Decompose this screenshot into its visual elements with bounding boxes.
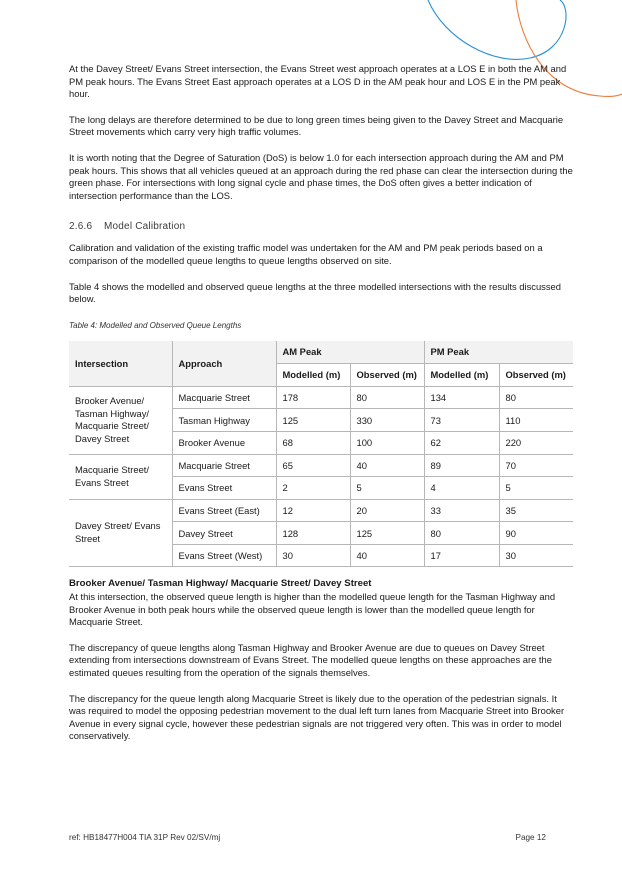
pm-modelled-cell: 134 (424, 386, 499, 409)
am-observed-cell: 125 (350, 522, 424, 545)
section-number: 2.6.6 (69, 221, 93, 233)
approach-cell: Evans Street (East) (172, 499, 276, 522)
pm-modelled-cell: 17 (424, 544, 499, 567)
page-footer (69, 833, 546, 842)
pm-observed-cell: 70 (499, 454, 573, 477)
am-observed-cell: 330 (350, 409, 424, 432)
intersection-cell: Brooker Avenue/ Tasman Highway/ Macquarie Street/ Davey Street (69, 386, 172, 454)
table-caption: Table 4: Modelled and Observed Queue Lengths (69, 320, 242, 330)
am-modelled-cell: 12 (276, 499, 350, 522)
pm-modelled-cell: 73 (424, 409, 499, 432)
pm-modelled-cell: 89 (424, 454, 499, 477)
paragraph-table-intro: Table 4 shows the modelled and observed queue lengths at the three modelled intersections with the results discussed below. (69, 280, 561, 305)
paragraph-calibration: Calibration and validation of the existing traffic model was undertaken for the AM and PM peak periods based on a comparison of the modelled queue lengths to queue lengths observed on site. (69, 242, 543, 266)
am-observed-cell: 40 (350, 544, 424, 567)
am-observed-cell: 80 (350, 386, 424, 409)
approach-cell: Macquarie Street (172, 454, 276, 477)
approach-cell: Tasman Highway (172, 409, 276, 432)
subheading-brooker-intersection: Brooker Avenue/ Tasman Highway/ Macquarie Street/ Davey Street (69, 578, 372, 590)
am-modelled-cell: 65 (276, 454, 350, 477)
header-approach: Approach (172, 341, 276, 387)
am-modelled-cell: 68 (276, 431, 350, 454)
pm-observed-cell: 90 (499, 522, 573, 545)
am-modelled-cell: 178 (276, 386, 350, 409)
table-row (69, 499, 573, 522)
pm-observed-cell: 220 (499, 431, 573, 454)
intersection-cell: Macquarie Street/ Evans Street (69, 454, 172, 499)
header-pm-modelled: Modelled (m) (424, 363, 499, 386)
am-modelled-cell: 2 (276, 477, 350, 500)
footer-reference: ref: HB18477H004 TIA 31P Rev 02/SV/mj (69, 833, 221, 842)
pm-modelled-cell: 4 (424, 477, 499, 500)
am-observed-cell: 100 (350, 431, 424, 454)
pm-observed-cell: 35 (499, 499, 573, 522)
paragraph-degree-of-saturation: It is worth noting that the Degree of Saturation (DoS) is below 1.0 for each intersection approach during the AM and PM peak hours. This shows that all vehicles queued at an approach during the red phase can clear the intersection during the green phase. For intersections with long signal cycle and phase times, the DoS often gives a better indication of intersection performance than the LOS. (69, 151, 573, 201)
header-am-modelled: Modelled (m) (276, 363, 350, 386)
pm-modelled-cell: 62 (424, 431, 499, 454)
page-body (69, 60, 574, 743)
am-observed-cell: 40 (350, 454, 424, 477)
am-observed-cell: 5 (350, 477, 424, 500)
pm-observed-cell: 110 (499, 409, 573, 432)
pm-observed-cell: 5 (499, 477, 573, 500)
paragraph-tasman-brooker-discrepancy: The discrepancy of queue lengths along Tasman Highway and Brooker Avenue are due to queues on Davey Street extending from intersections downstream of Evans Street. The modelled queue lengths on these approaches are the estimated queues resulting from the operation of the signals themselves. (69, 641, 552, 679)
pm-observed-cell: 80 (499, 386, 573, 409)
approach-cell: Evans Street (West) (172, 544, 276, 567)
table-row (69, 454, 573, 477)
header-pm-observed: Observed (m) (499, 363, 573, 386)
section-heading (69, 220, 574, 233)
section-title: Model Calibration (104, 221, 186, 233)
paragraph-macquarie-discrepancy: The discrepancy for the queue length along Macquarie Street is likely due to the operation of the pedestrian signals. It was required to model the opposing pedestrian movement to the dual left turn lanes from Macquarie Street into Brooker Avenue in every signal cycle, however these pedestrian signals are not triggered very often. This was in order to model conservatively. (69, 692, 565, 742)
am-modelled-cell: 30 (276, 544, 350, 567)
header-am-observed: Observed (m) (350, 363, 424, 386)
am-modelled-cell: 125 (276, 409, 350, 432)
queue-lengths-table (69, 341, 573, 568)
header-intersection: Intersection (69, 341, 172, 387)
blue-curve-decoration (428, 0, 566, 59)
pm-modelled-cell: 33 (424, 499, 499, 522)
pm-modelled-cell: 80 (424, 522, 499, 545)
am-observed-cell: 20 (350, 499, 424, 522)
table-row (69, 386, 573, 409)
approach-cell: Evans Street (172, 477, 276, 500)
intersection-cell: Davey Street/ Evans Street (69, 499, 172, 567)
approach-cell: Macquarie Street (172, 386, 276, 409)
paragraph-davey-evans-los: At the Davey Street/ Evans Street intersection, the Evans Street west approach operates at a LOS E in both the AM and PM peak hours. The Evans Street East approach operates at a LOS D in the AM peak hour and LOS E in the PM peak hour. (69, 63, 567, 100)
approach-cell: Brooker Avenue (172, 431, 276, 454)
header-am-peak: AM Peak (276, 341, 424, 364)
approach-cell: Davey Street (172, 522, 276, 545)
pm-observed-cell: 30 (499, 544, 573, 567)
header-pm-peak: PM Peak (424, 341, 573, 364)
paragraph-observed-vs-modelled: At this intersection, the observed queue length is higher than the modelled queue length for the Tasman Highway and Brooker Avenue in both peak hours while the observed queue length is lower than the modelled queue length for Macquarie Street. (69, 591, 556, 628)
page-number: Page 12 (515, 833, 546, 842)
am-modelled-cell: 128 (276, 522, 350, 545)
paragraph-long-delays: The long delays are therefore determined to be due to long green times being given to the Davey Street and Macquarie Street movements which carry very high traffic volumes. (69, 113, 564, 138)
